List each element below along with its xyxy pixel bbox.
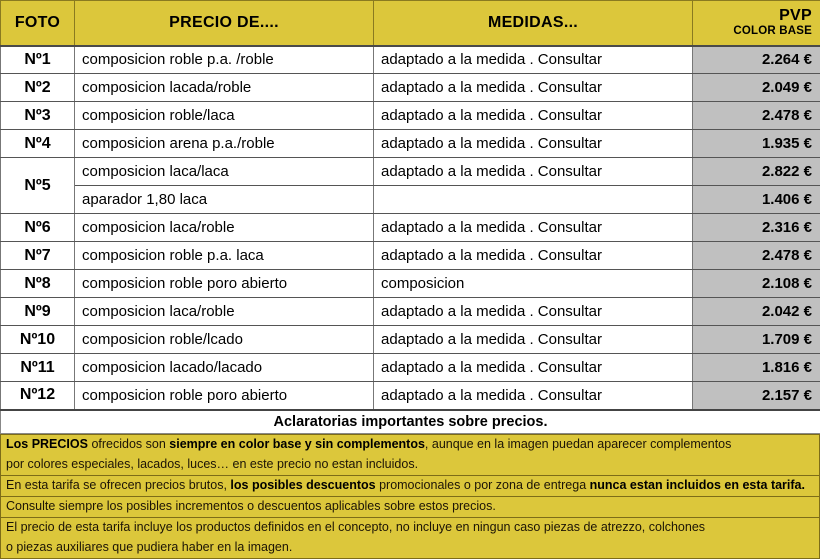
cell-foto: Nº11: [1, 354, 75, 382]
cell-precio-descripcion: composicion roble/laca: [75, 102, 374, 130]
table-header: [1, 1, 820, 46]
notes-row: [1, 518, 820, 539]
cell-precio-descripcion: composicion laca/roble: [75, 298, 374, 326]
cell-medidas: adaptado a la medida . Consultar: [374, 326, 693, 354]
cell-medidas: adaptado a la medida . Consultar: [374, 214, 693, 242]
table-body: [1, 46, 820, 410]
column-header-foto[interactable]: FOTO: [1, 1, 75, 46]
notes-row: [1, 497, 820, 518]
cell-foto: Nº6: [1, 214, 75, 242]
column-header-pvp-title: PVP: [699, 8, 812, 25]
cell-foto: Nº9: [1, 298, 75, 326]
cell-medidas: adaptado a la medida . Consultar: [374, 242, 693, 270]
table-row[interactable]: [1, 382, 820, 410]
column-header-precio[interactable]: PRECIO DE....: [75, 1, 374, 46]
cell-pvp: 1.406 €: [693, 186, 820, 214]
cell-pvp: 2.108 €: [693, 270, 820, 298]
note-precios-1: Los PRECIOS ofrecidos son siempre en color base y sin complementos, aunque en la imagen puedan aparecer complementos: [1, 435, 820, 456]
table-footer: [1, 410, 820, 434]
cell-precio-descripcion: composicion arena p.a./roble: [75, 130, 374, 158]
cell-foto: Nº4: [1, 130, 75, 158]
cell-precio-descripcion: composicion roble p.a. laca: [75, 242, 374, 270]
cell-medidas: [374, 186, 693, 214]
table-row[interactable]: [1, 74, 820, 102]
cell-foto: Nº12: [1, 382, 75, 410]
cell-pvp: 1.935 €: [693, 130, 820, 158]
cell-medidas: adaptado a la medida . Consultar: [374, 158, 693, 186]
table-row[interactable]: [1, 298, 820, 326]
cell-foto: Nº2: [1, 74, 75, 102]
note-concepto-1: El precio de esta tarifa incluye los productos definidos en el concepto, no incluye en ningun caso piezas de atrezzo, colchones: [1, 518, 820, 539]
cell-foto: Nº1: [1, 46, 75, 74]
cell-medidas: adaptado a la medida . Consultar: [374, 130, 693, 158]
cell-medidas: adaptado a la medida . Consultar: [374, 74, 693, 102]
cell-precio-descripcion: composicion lacada/roble: [75, 74, 374, 102]
notes-row: [1, 455, 820, 476]
cell-precio-descripcion: composicion laca/laca: [75, 158, 374, 186]
notes-row: [1, 538, 820, 559]
notes-block: [0, 434, 820, 559]
cell-foto: Nº10: [1, 326, 75, 354]
cell-precio-descripcion: composicion roble p.a. /roble: [75, 46, 374, 74]
cell-pvp: 1.816 €: [693, 354, 820, 382]
notes-row: [1, 476, 820, 497]
table-row[interactable]: [1, 46, 820, 74]
cell-precio-descripcion: composicion roble poro abierto: [75, 270, 374, 298]
table-row[interactable]: [1, 102, 820, 130]
cell-precio-descripcion: composicion laca/roble: [75, 214, 374, 242]
table-row[interactable]: [1, 326, 820, 354]
table-row[interactable]: [1, 158, 820, 186]
cell-pvp: 2.478 €: [693, 102, 820, 130]
table-row[interactable]: [1, 242, 820, 270]
cell-pvp: 2.478 €: [693, 242, 820, 270]
column-header-medidas[interactable]: MEDIDAS...: [374, 1, 693, 46]
cell-foto: Nº3: [1, 102, 75, 130]
cell-precio-descripcion: aparador 1,80 laca: [75, 186, 374, 214]
note-precios-2: por colores especiales, lacados, luces… en este precio no estan incluidos.: [1, 455, 820, 476]
notes-title: Aclaratorias importantes sobre precios.: [1, 410, 820, 434]
column-header-pvp[interactable]: [693, 1, 820, 46]
table-header-row: [1, 1, 820, 46]
cell-foto: Nº8: [1, 270, 75, 298]
note-concepto-2: o piezas auxiliares que pudiera haber en la imagen.: [1, 538, 820, 559]
cell-precio-descripcion: composicion roble/lcado: [75, 326, 374, 354]
cell-pvp: 2.042 €: [693, 298, 820, 326]
cell-foto: Nº5: [1, 158, 75, 214]
table-row[interactable]: [1, 130, 820, 158]
column-header-pvp-subtitle: COLOR BASE: [699, 25, 812, 37]
cell-foto: Nº7: [1, 242, 75, 270]
table-row[interactable]: [1, 186, 820, 214]
cell-medidas: adaptado a la medida . Consultar: [374, 354, 693, 382]
cell-precio-descripcion: composicion lacado/lacado: [75, 354, 374, 382]
cell-precio-descripcion: composicion roble poro abierto: [75, 382, 374, 410]
cell-pvp: 2.822 €: [693, 158, 820, 186]
cell-medidas: adaptado a la medida . Consultar: [374, 46, 693, 74]
cell-medidas: composicion: [374, 270, 693, 298]
note-descuentos: En esta tarifa se ofrecen precios brutos, los posibles descuentos promocionales o por zona de entrega nunca estan incluidos en esta tarifa.: [1, 476, 820, 497]
cell-medidas: adaptado a la medida . Consultar: [374, 102, 693, 130]
note-consulte: Consulte siempre los posibles incrementos o descuentos aplicables sobre estos precios.: [1, 497, 820, 518]
cell-medidas: adaptado a la medida . Consultar: [374, 298, 693, 326]
cell-pvp: 2.157 €: [693, 382, 820, 410]
table-row[interactable]: [1, 354, 820, 382]
notes-row: [1, 435, 820, 456]
notes-title-row: [1, 410, 820, 434]
cell-pvp: 2.316 €: [693, 214, 820, 242]
table-row[interactable]: [1, 214, 820, 242]
cell-medidas: adaptado a la medida . Consultar: [374, 382, 693, 410]
table-row[interactable]: [1, 270, 820, 298]
cell-pvp: 1.709 €: [693, 326, 820, 354]
cell-pvp: 2.264 €: [693, 46, 820, 74]
cell-pvp: 2.049 €: [693, 74, 820, 102]
